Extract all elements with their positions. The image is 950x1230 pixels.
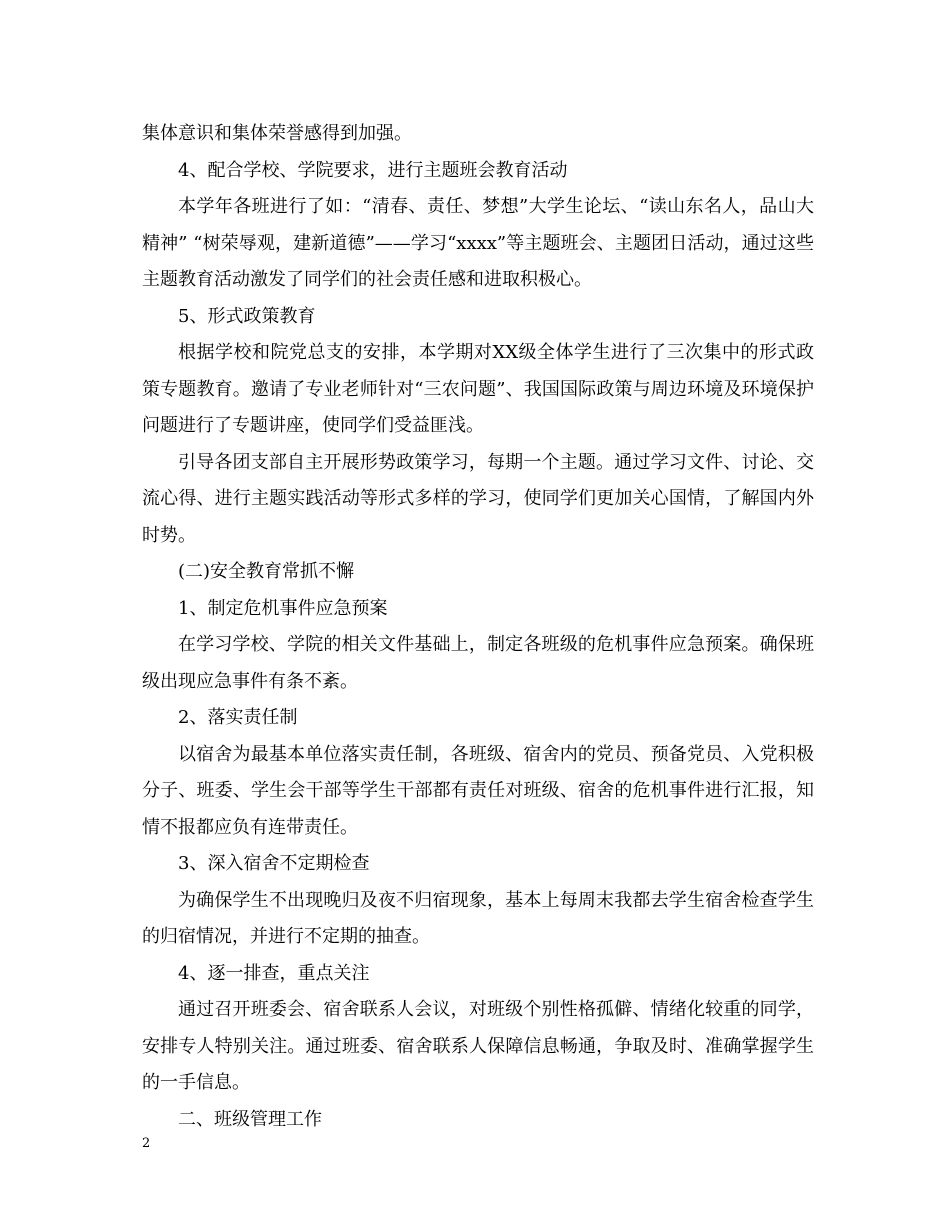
paragraph: 根据学校和院党总支的安排，本学期对XX级全体学生进行了三次集中的形式政策专题教育。邀请了专业老师针对“三农问题”、我国国际政策与周边环境及环境保护问题进行了专题讲座，使同学们受益匪浅。: [142, 342, 814, 436]
section-heading: 2、落实责任制: [178, 707, 298, 728]
paragraph: 集体意识和集体荣誉感得到加强。: [142, 123, 412, 144]
section-heading: 3、深入宿舍不定期检查: [178, 853, 370, 874]
paragraph: 在学习学校、学院的相关文件基础上，制定各班级的危机事件应急预案。确保班级出现应急事件有条不紊。: [142, 634, 814, 692]
paragraph: 以宿舍为最基本单位落实责任制，各班级、宿舍内的党员、预备党员、入党积极分子、班委、学生会干部等学生干部都有责任对班级、宿舍的危机事件进行汇报，知情不报都应负有连带责任。: [142, 743, 814, 838]
document-body: [142, 116, 814, 1138]
section-heading: 4、逐一排查，重点关注: [178, 962, 370, 984]
section-heading: 二、班级管理工作: [178, 1108, 322, 1130]
paragraph: 通过召开班委会、宿舍联系人会议，对班级个别性格孤僻、情绪化较重的同学，安排专人特别关注。通过班委、宿舍联系人保障信息畅通，争取及时、准确掌握学生的一手信息。: [142, 999, 814, 1093]
paragraph: 为确保学生不出现晚归及夜不归宿现象，基本上每周末我都去学生宿舍检查学生的归宿情况，并进行不定期的抽查。: [142, 889, 814, 947]
paragraph: 本学年各班进行了如：“清春、责任、梦想”大学生论坛、“读山东名人，品山大精神” “树荣辱观，建新道德”——学习“xxxx”等主题班会、主题团日活动，通过这些主题教育活动激发了同学们的社会责任感和进取积极心。: [142, 196, 814, 290]
section-heading: 1、制定危机事件应急预案: [178, 597, 388, 619]
page-number: 2: [142, 1136, 151, 1151]
section-heading: (二)安全教育常抓不懈: [178, 561, 355, 582]
section-heading: 4、配合学校、学院要求，进行主题班会教育活动: [178, 159, 568, 181]
paragraph: 引导各团支部自主开展形势政策学习，每期一个主题。通过学习文件、讨论、交流心得、进行主题实践活动等形式多样的学习，使同学们更加关心国情，了解国内外时势。: [142, 451, 814, 546]
section-heading: 5、形式政策教育: [178, 305, 316, 327]
